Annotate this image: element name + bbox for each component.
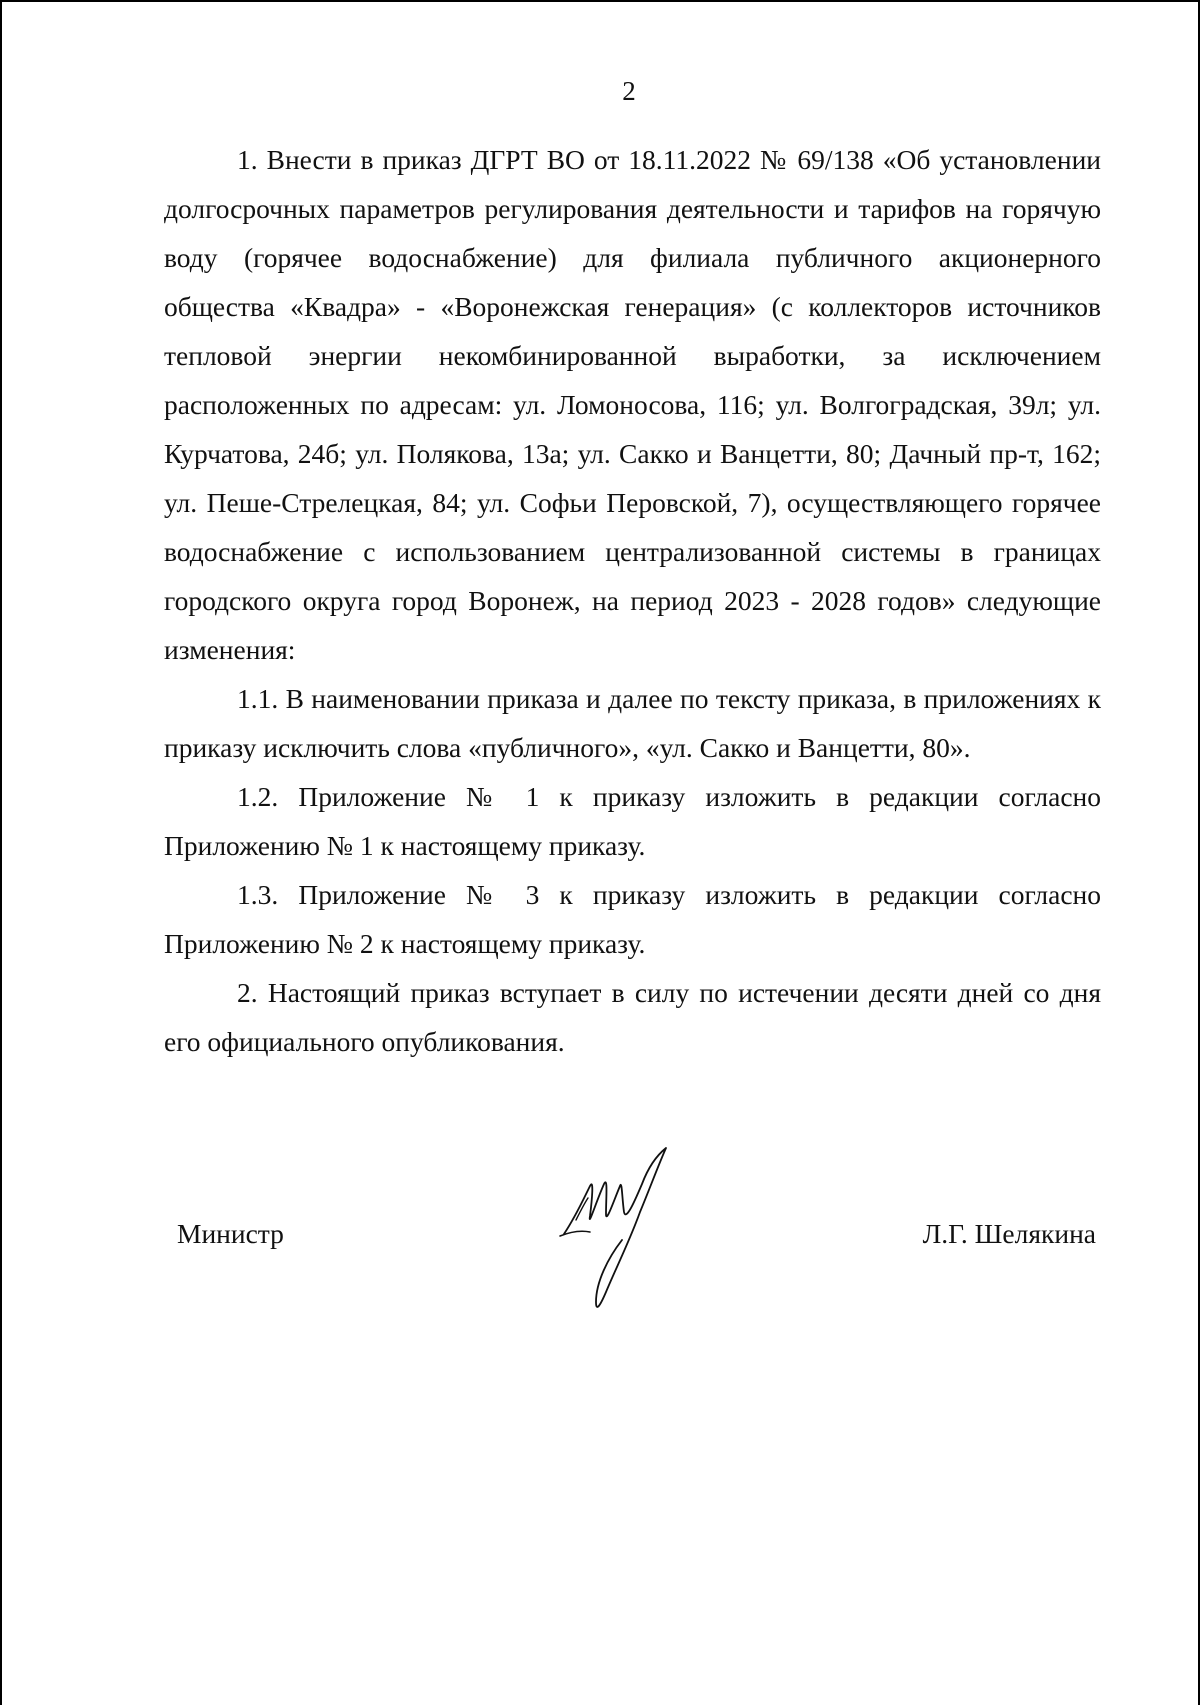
signatory-title: Министр — [177, 1218, 284, 1249]
signature-block — [2, 1142, 1200, 1322]
document-body — [164, 135, 1101, 1066]
paragraph-1-1: 1.1. В наименовании приказа и далее по тексту приказа, в приложениях к приказу исключить слова «публичного», «ул. Сакко и Ванцетти, 80». — [164, 683, 1101, 763]
paragraph-2: 2. Настоящий приказ вступает в силу по истечении десяти дней со дня его официального опубликования. — [164, 977, 1101, 1057]
paragraph-1: 1. Внести в приказ ДГРТ ВО от 18.11.2022 № 69/138 «Об установлении долгосрочных параметров регулирования деятельности и тарифов на горячую воду (горячее водоснабжение) для филиала публичного акционерного общества «Квадра» - «Воронежская генерация» (с коллекторов источников тепловой энергии некомбинированной выработки, за исключением расположенных по адресам: ул. Ломоносова, 116; ул. Волгоградская, 39л; ул. Курчатова, 24б; ул. Полякова, 13а; ул. Сакко и Ванцетти, 80; Дачный пр-т, 162; ул. Пеше-Стрелецкая, 84; ул. Софьи Перовской, 7), осуществляющего горячее водоснабжение с использованием централизованной системы в границах городского округа город Воронеж, на период 2023 - 2028 годов» следующие изменения: — [164, 144, 1101, 665]
handwritten-signature — [550, 1142, 680, 1317]
page-number: 2 — [622, 76, 636, 106]
paragraph-1-3: 1.3. Приложение № 3 к приказу изложить в редакции согласно Приложению № 2 к настоящему приказу. — [164, 879, 1101, 959]
signatory-name: Л.Г. Шелякина — [922, 1218, 1096, 1249]
paragraph-1-2: 1.2. Приложение № 1 к приказу изложить в редакции согласно Приложению № 1 к настоящему приказу. — [164, 781, 1101, 861]
